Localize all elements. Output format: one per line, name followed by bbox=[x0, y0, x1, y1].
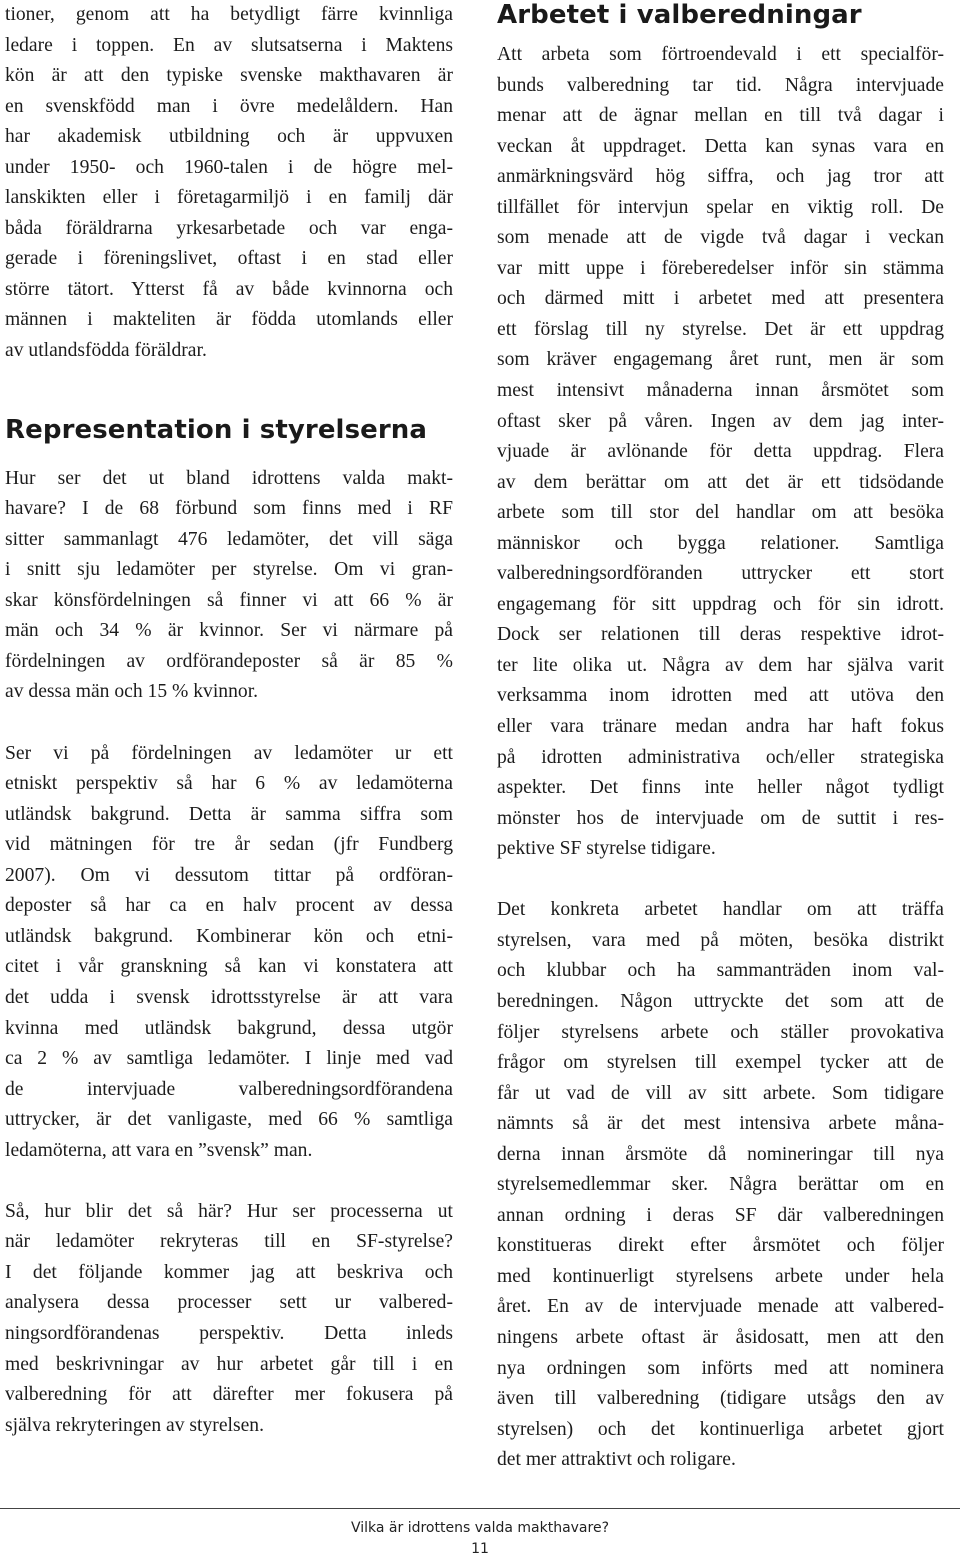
text-line: mönster hos de intervjuade om de suttit i res- bbox=[497, 807, 944, 829]
text-line: som menade att de vigde två dagar i veckan bbox=[497, 227, 944, 249]
text-line: etniskt perspektiv så har 6 % av ledamöterna bbox=[5, 773, 453, 795]
text-line: när ledamöter rekryteras till en SF-styrelse? bbox=[5, 1231, 453, 1253]
text-line: ter lite olika ut. Några av dem har själva varit bbox=[497, 654, 944, 676]
text-line: kvinna med utländsk bakgrund, dessa utgör bbox=[5, 1017, 453, 1039]
text-line: bunds valberedning tar tid. Några intervjuade bbox=[497, 74, 944, 96]
text-line: tioner, genom att ha betydligt färre kvinnliga bbox=[5, 4, 453, 25]
text-line: citet i vår granskning så kan vi konstatera att bbox=[5, 956, 453, 978]
text-line: styrelsen, vara med på möten, besöka distrikt bbox=[497, 929, 944, 951]
text-line: mest intensivt månaderna innan årsmötet som bbox=[497, 380, 944, 402]
text-line: Ser vi på fördelningen av ledamöter ur ett bbox=[5, 742, 453, 764]
text-line: engagemang för sitt uppdrag och för sin idrott. bbox=[497, 593, 944, 615]
text-line: arbete som till stor del handlar om att besöka bbox=[497, 502, 944, 524]
left-column bbox=[5, 0, 453, 1441]
running-footer-title: Vilka är idrottens valda makthavare? bbox=[350, 1520, 609, 1536]
text-line: eller vara tränare medan andra har haft fokus bbox=[497, 716, 944, 738]
text-line: utländsk bakgrund. Detta är samma siffra som bbox=[5, 803, 453, 825]
text-line: lanskikten eller i företagarmiljö i en familj där bbox=[5, 187, 453, 209]
paragraph bbox=[5, 464, 453, 708]
text-line: i snitt sju ledamöter per styrelse. Om vi gran- bbox=[5, 559, 453, 581]
text-line: gerade i föreningslivet, oftast i en stad eller bbox=[5, 248, 453, 270]
text-line: fördelningen av ordförandeposter så är 85 % bbox=[5, 650, 453, 672]
text-line: styrelsemedlemmar sker. Några berättar om en bbox=[497, 1174, 944, 1196]
text-line: annan ordning i deras SF där valberedningen bbox=[497, 1204, 944, 1226]
text-line: det mer attraktivt och roligare. bbox=[497, 1449, 736, 1471]
text-line: nämnts så är det mest intensiva arbete måna- bbox=[497, 1113, 944, 1135]
text-line: följer styrelsens arbete och ställer provokativa bbox=[497, 1021, 944, 1043]
text-line: styrelsen) och det kontinuerliga arbetet gjort bbox=[497, 1418, 944, 1440]
text-line: och klubbar och ha sammanträden inom val- bbox=[497, 960, 944, 982]
text-line: ningens arbete oftast är åsidosatt, men att den bbox=[497, 1326, 944, 1348]
text-line: människor och bygga relationer. Samtliga bbox=[497, 532, 944, 554]
text-line: deposter så har ca en halv procent av dessa bbox=[5, 895, 453, 917]
text-line: även till valberedning (tidigare utsågs den av bbox=[497, 1388, 944, 1410]
text-line: och därmed mitt i arbetet med att presentera bbox=[497, 288, 944, 310]
text-line: vid mätningen för tre år sedan (jfr Fundberg bbox=[5, 834, 453, 856]
text-line: 2007). Om vi dessutom tittar på ordföran- bbox=[5, 864, 453, 886]
text-line: större tätort. Ytterst få av både kvinnorna och bbox=[5, 278, 453, 300]
text-line: frågor om styrelsen till exempel tycker att de bbox=[497, 1052, 944, 1074]
paragraph bbox=[5, 0, 453, 367]
text-line: sitter sammanlagt 476 ledamöter, det vill säga bbox=[5, 528, 453, 550]
text-line: året. En av de intervjuade menade att valbered- bbox=[497, 1296, 944, 1318]
text-line: båda föräldrarna yrkesarbetade och var enga- bbox=[5, 217, 453, 239]
text-line: en svenskfödd man i övre medelåldern. Han bbox=[5, 95, 453, 117]
text-line: analysera dessa processer sett ur valbered- bbox=[5, 1292, 453, 1314]
section-heading-valberedningar: Arbetet i valberedningar bbox=[497, 0, 862, 30]
text-line: menar att de ägnar mellan en till två dagar i bbox=[497, 105, 944, 127]
text-line: I det följande kommer jag att beskriva och bbox=[5, 1261, 453, 1283]
text-line: anmärkningsvärd hög siffra, och jag tror att bbox=[497, 166, 944, 188]
text-line: pektive SF styrelse tidigare. bbox=[497, 838, 716, 860]
text-line: ningsordförandenas perspektiv. Detta inleds bbox=[5, 1322, 453, 1344]
text-line: ledamöterna, att vara en ”svensk” man. bbox=[5, 1139, 313, 1161]
text-line: vjuade är avlönande för detta uppdrag. Flera bbox=[497, 441, 944, 463]
text-line: av dessa män och 15 % kvinnor. bbox=[5, 681, 259, 703]
text-line: valberedning för att därefter mer fokusera på bbox=[5, 1384, 453, 1406]
text-line: under 1950- och 1960-talen i de högre mel- bbox=[5, 156, 453, 178]
text-line: nya ordningen som införts med att nominera bbox=[497, 1357, 944, 1379]
text-line: har akademisk utbildning och är uppvuxen bbox=[5, 126, 453, 148]
text-line: utländsk bakgrund. Kombinerar kön och etni- bbox=[5, 925, 453, 947]
text-line: beredningen. Någon uttryckte det som att de bbox=[497, 990, 944, 1012]
text-line: ett förslag till ny styrelse. Det är ett uppdrag bbox=[497, 318, 944, 340]
paragraph bbox=[497, 40, 944, 865]
text-line: av utlandsfödda föräldrar. bbox=[5, 340, 207, 362]
text-line: männen i makteliten är födda utomlands eller bbox=[5, 309, 453, 331]
text-line: tillfället för intervjun spelar en viktig roll. De bbox=[497, 196, 944, 218]
text-line: på idrotten administrativa och/eller strategiska bbox=[497, 746, 944, 768]
text-line: själva rekryteringen av styrelsen. bbox=[5, 1414, 264, 1436]
text-line: som kräver engagemang året runt, men är som bbox=[497, 349, 944, 371]
text-line: Dock ser relationen till deras respektive idrot- bbox=[497, 624, 944, 646]
text-line: det udda i svensk idrottsstyrelse är att vara bbox=[5, 986, 453, 1008]
text-line: oftast sker på våren. Ingen av dem jag inter- bbox=[497, 410, 944, 432]
text-line: valberedningsordföranden uttrycker ett stort bbox=[497, 563, 944, 585]
section-heading-representation: Representation i styrelserna bbox=[5, 415, 428, 445]
paragraph bbox=[5, 1197, 453, 1441]
text-line: män och 34 % är kvinnor. Ser vi närmare på bbox=[5, 620, 453, 642]
text-line: konstitueras direkt efter årsmötet och följer bbox=[497, 1235, 944, 1257]
text-line: med kontinuerligt styrelsens arbete under hela bbox=[497, 1265, 944, 1287]
paragraph bbox=[5, 739, 453, 1167]
right-column bbox=[497, 40, 944, 1476]
text-line: Det konkreta arbetet handlar om att träffa bbox=[497, 899, 944, 921]
text-line: Hur ser det ut bland idrottens valda makt- bbox=[5, 467, 453, 489]
text-line: ca 2 % av samtliga ledamöter. I linje med vad bbox=[5, 1048, 453, 1070]
text-line: ledare i toppen. En av slutsatserna i Maktens bbox=[5, 34, 453, 56]
text-line: uttrycker, är det vanligaste, med 66 % samtliga bbox=[5, 1109, 453, 1131]
text-line: får ut vad de vill av sitt arbete. Som tidigare bbox=[497, 1082, 944, 1104]
text-line: verksamma inom idrotten med att utöva den bbox=[497, 685, 944, 707]
text-line: aspekter. Det finns inte heller något tydligt bbox=[497, 777, 944, 799]
text-line: havare? I de 68 förbund som finns med i RF bbox=[5, 498, 453, 520]
text-line: de intervjuade valberedningsordförandena bbox=[5, 1078, 453, 1100]
paragraph bbox=[497, 895, 944, 1475]
text-line: veckan åt uppdraget. Detta kan synas vara en bbox=[497, 135, 944, 157]
page-number: 11 bbox=[471, 1541, 489, 1557]
text-line: av dem berättar om att det är ett tidsödande bbox=[497, 471, 944, 493]
text-line: skar könsfördelningen så finner vi att 66 % är bbox=[5, 589, 453, 611]
text-line: var mitt uppe i föreberedelser inför sin stämma bbox=[497, 257, 944, 279]
text-line: derna innan årsmöte då nomineringar till nya bbox=[497, 1143, 944, 1165]
text-line: med beskrivningar av hur arbetet går till i en bbox=[5, 1353, 453, 1375]
text-line: Att arbeta som förtroendevald i ett specialför- bbox=[497, 44, 944, 65]
text-line: kön är att den typiske svenske makthavaren är bbox=[5, 65, 453, 87]
text-line: Så, hur blir det så här? Hur ser processerna ut bbox=[5, 1200, 453, 1222]
footer-rule bbox=[0, 1508, 960, 1509]
